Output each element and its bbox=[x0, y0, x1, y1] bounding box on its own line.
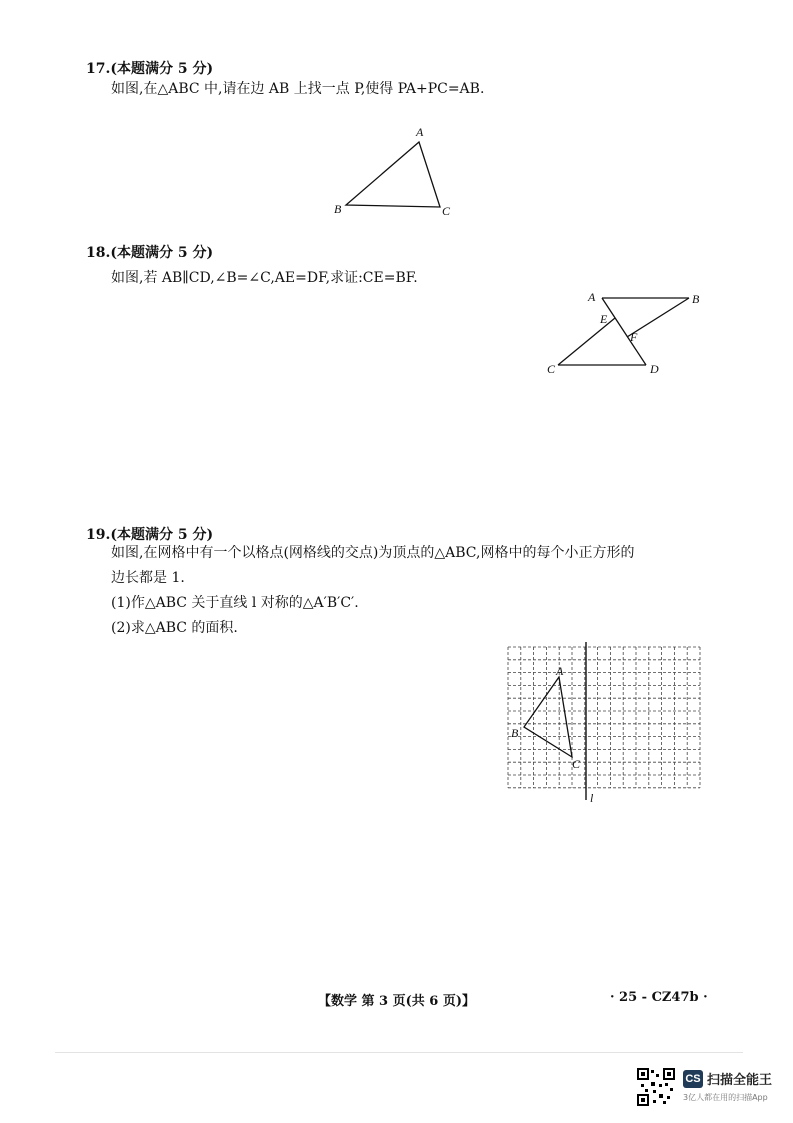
q18-text: 如图,若 AB∥CD,∠B=∠C,AE=DF,求证:CE=BF. bbox=[111, 270, 418, 286]
q18-header bbox=[86, 242, 213, 262]
q19-line2: 边长都是 1. bbox=[111, 570, 185, 586]
camscanner-logo: CS bbox=[683, 1070, 703, 1088]
q17-label-b: B bbox=[334, 202, 342, 216]
q19-grid bbox=[508, 647, 700, 788]
page-code: · 25 - CZ47b · bbox=[610, 990, 708, 1005]
q17-triangle-abc bbox=[346, 142, 440, 207]
q19-label-a: A bbox=[556, 664, 564, 678]
q17-header bbox=[86, 58, 213, 78]
q19-label-l: l bbox=[590, 791, 594, 805]
q18-parallel-figure bbox=[540, 285, 720, 380]
q17-label-a: A bbox=[416, 125, 424, 139]
q19-grid-figure bbox=[500, 640, 710, 810]
q18-label-e: E bbox=[600, 312, 608, 326]
q19-score: (本题满分 5 分) bbox=[110, 527, 214, 543]
page-footer: 【数学 第 3 页(共 6 页)】 bbox=[318, 994, 476, 1009]
camscanner-name: 扫描全能王 bbox=[707, 1073, 773, 1088]
q18-label-b: B bbox=[692, 292, 700, 306]
q19-label-b: B bbox=[511, 726, 519, 740]
q17-text: 如图,在△ABC 中,请在边 AB 上找一点 P,使得 PA+PC=AB. bbox=[111, 81, 485, 97]
footer-divider bbox=[55, 1052, 743, 1053]
q17-number: 17. bbox=[86, 61, 111, 77]
q18-label-c: C bbox=[547, 362, 556, 376]
q19-part2: (2)求△ABC 的面积. bbox=[111, 620, 238, 636]
q19-label-c: C bbox=[572, 757, 581, 771]
q18-label-a: A bbox=[588, 290, 596, 304]
q17-label-c: C bbox=[442, 204, 451, 218]
q19-part1: (1)作△ABC 关于直线 l 对称的△A′B′C′. bbox=[111, 595, 359, 611]
q18-label-f: F bbox=[630, 330, 638, 344]
qr-code-icon bbox=[637, 1068, 675, 1106]
q18-label-d: D bbox=[650, 362, 659, 376]
q18-number: 18. bbox=[86, 245, 111, 261]
camscanner-tagline: 3亿人都在用的扫描App bbox=[683, 1093, 768, 1102]
q17-triangle-figure bbox=[330, 122, 460, 222]
q19-number: 19. bbox=[86, 527, 111, 543]
q19-line1: 如图,在网格中有一个以格点(网格线的交点)为顶点的△ABC,网格中的每个小正方形的 bbox=[111, 545, 635, 561]
q18-line-ad bbox=[602, 298, 646, 365]
q18-score: (本题满分 5 分) bbox=[110, 245, 214, 261]
q19-triangle-abc bbox=[524, 677, 572, 757]
q17-score: (本题满分 5 分) bbox=[110, 61, 214, 77]
